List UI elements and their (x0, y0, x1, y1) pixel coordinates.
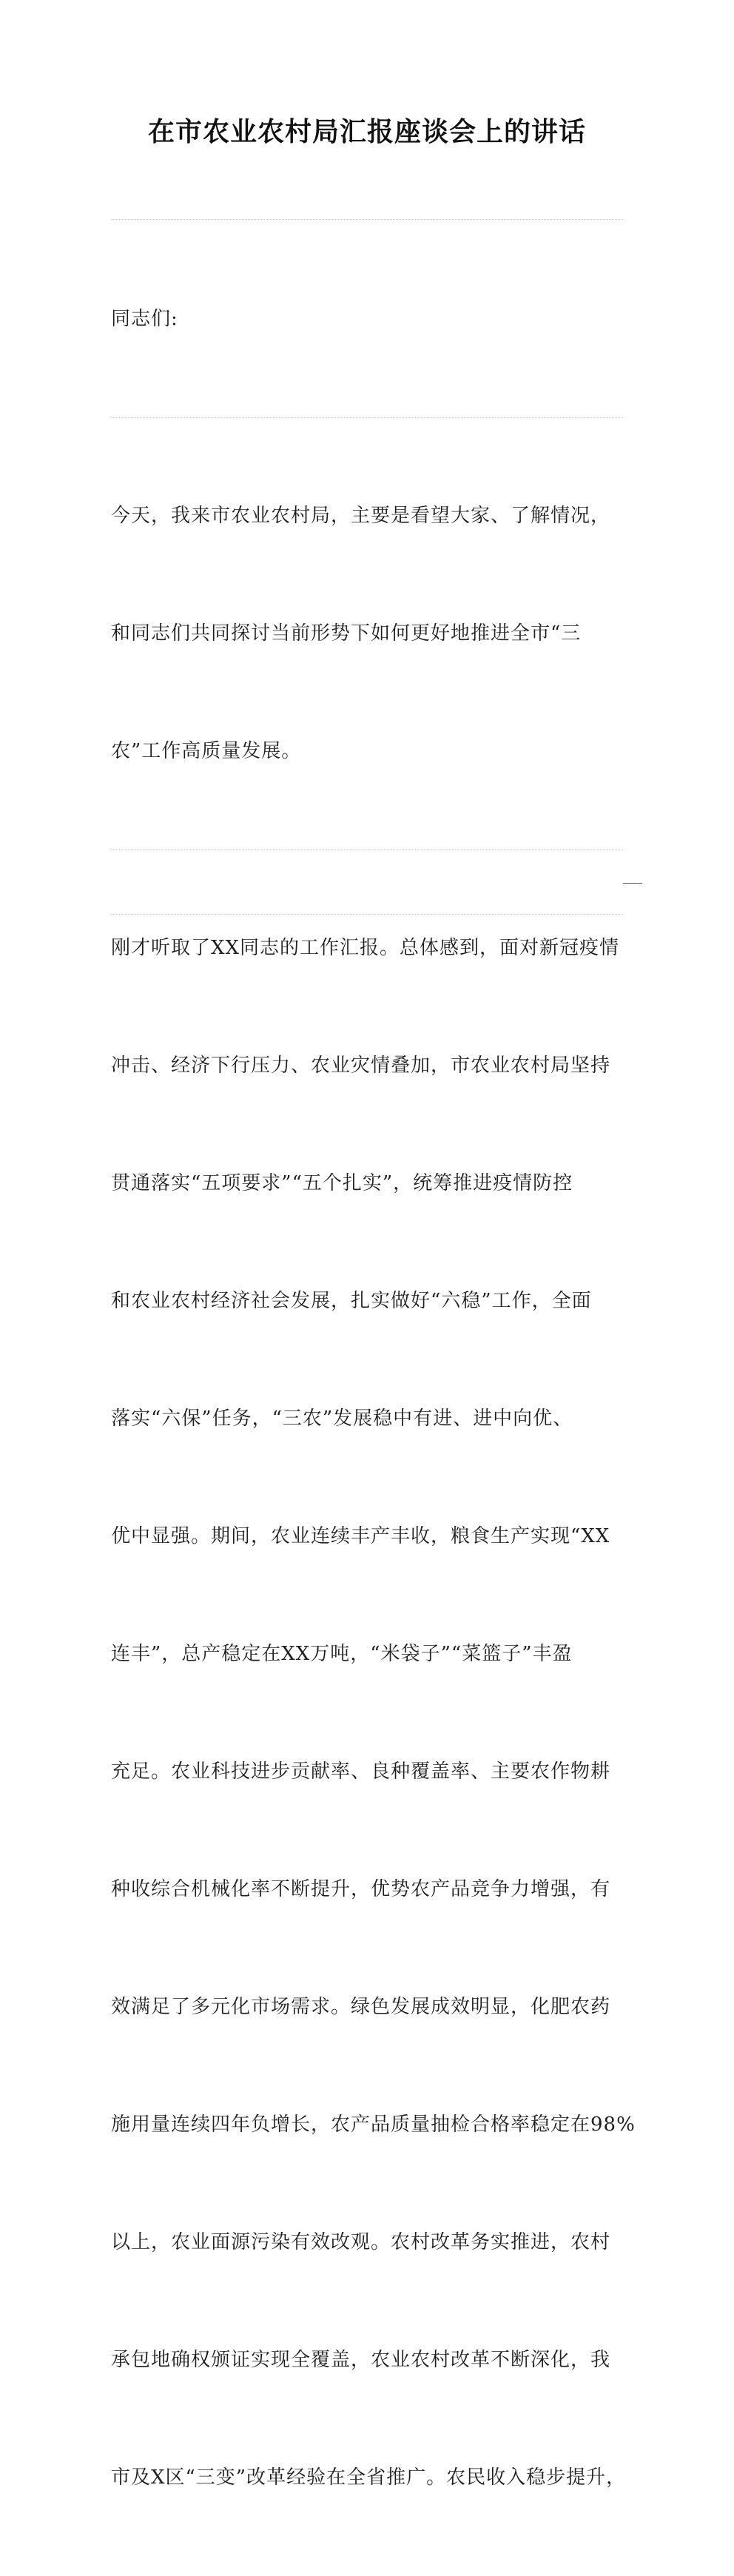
continuation-mark (623, 883, 642, 884)
text-line: 效满足了多元化市场需求。绿色发展成效明显，化肥农药 (111, 1996, 611, 2018)
text-line: 优中显强。期间，农业连续丰产丰收，粮食生产实现“XX (111, 1525, 610, 1547)
text-line: 贯通落实“五项要求”“五个扎实”，统筹推进疫情防控 (111, 1172, 573, 1194)
text-line: 以上，农业面源污染有效改观。农村改革务实推进，农村 (111, 2231, 611, 2253)
page-bottom-divider (111, 914, 623, 915)
text-line: 充足。农业科技进步贡献率、良种覆盖率、主要农作物耕 (111, 1761, 611, 1783)
text-line: 落实“六保”任务，“三农”发展稳中有进、进中向优、 (111, 1408, 573, 1430)
text-line: 施用量连续四年负增长，农产品质量抽检合格率稳定在98% (111, 2113, 636, 2136)
text-line: 和同志们共同探讨当前形势下如何更好地推进全市“三 (111, 622, 582, 645)
text-line: 刚才听取了XX同志的工作汇报。总体感到，面对新冠疫情 (111, 937, 620, 959)
salutation (111, 220, 623, 417)
text-line: 冲击、经济下行压力、农业灾情叠加，市农业农村局坚持 (111, 1055, 611, 1077)
document-body (111, 219, 636, 2576)
text-line: 连丰”，总产稳定在XX万吨，“米袋子”“菜篮子”丰盈 (111, 1643, 573, 1665)
text-line: 和农业农村经济社会发展，扎实做好“六稳”工作，全面 (111, 1290, 592, 1312)
salutation-line: 同志们: (111, 308, 178, 330)
text-line: 今天，我来市农业农村局，主要是看望大家、了解情况， (111, 505, 611, 527)
document-title: 在市农业农村局汇报座谈会上的讲话 (147, 116, 586, 147)
text-line: 承包地确权颁证实现全覆盖，农业农村改革不断深化，我 (111, 2349, 611, 2371)
paragraph-intro (111, 418, 623, 850)
text-line: 种收综合机械化率不断提升，优势农产品竞争力增强，有 (111, 1878, 611, 1900)
text-line: 市及X区“三变”改革经验在全省推广。农民收入稳步提升， (111, 2466, 627, 2489)
paragraph-report (111, 850, 636, 2576)
text-line: 农”工作高质量发展。 (111, 740, 302, 762)
